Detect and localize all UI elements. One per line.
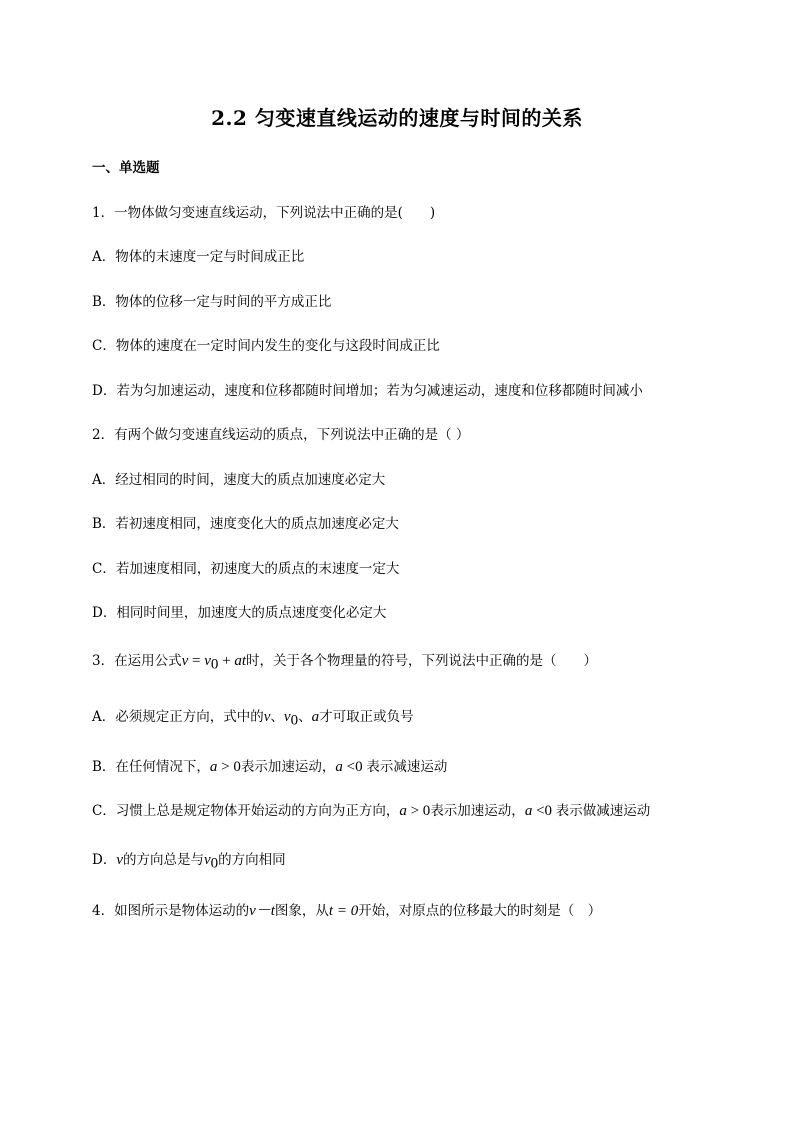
symbol-a: a — [399, 803, 407, 819]
question-3-option-d — [92, 848, 286, 873]
formula-v: v — [181, 653, 189, 669]
option-text: A．必须规定正方向，式中的 — [92, 709, 264, 725]
page-title: 2.2 匀变速直线运动的速度与时间的关系 — [211, 106, 583, 130]
separator: 、 — [298, 709, 312, 725]
symbol-a: a — [335, 759, 343, 775]
symbol-v0: v — [204, 852, 211, 868]
option-text: 表示加速运动， — [430, 803, 525, 819]
question-2-option-d: D．相同时间里，加速度大的质点速度变化必定大 — [92, 605, 387, 621]
question-2-option-a: A．经过相同的时间，速度大的质点加速度必定大 — [92, 472, 386, 488]
stem-text: 开始，对原点的位移最大的时刻是（ ） — [358, 903, 602, 919]
inequality-lt: <0 — [532, 803, 556, 819]
symbol-v: v — [116, 852, 123, 868]
option-text: C．习惯上总是规定物体开始运动的方向为正方向， — [92, 803, 400, 819]
option-text: 表示减速运动 — [366, 759, 448, 775]
symbol-sub0: 0 — [290, 712, 299, 729]
stem-text: 4．如图所示是物体运动的 — [92, 903, 250, 919]
option-text: 的方向总是与 — [123, 852, 204, 868]
formula-at: at — [234, 653, 247, 669]
stem-text: 图象，从 — [274, 903, 329, 919]
stem-text: 3．在运用公式 — [92, 653, 182, 669]
option-text: D． — [92, 852, 117, 868]
question-3-option-b — [92, 755, 447, 776]
option-text: 的方向相同 — [218, 852, 286, 868]
question-1-stem: 1．一物体做匀变速直线运动，下列说法中正确的是( ) — [92, 205, 436, 221]
question-1-option-d: D．若为匀加速运动，速度和位移都随时间增加；若为匀减速运动，速度和位移都随时间减小 — [92, 383, 643, 399]
symbol-v0: v — [283, 709, 291, 725]
question-2-option-b: B．若初速度相同，速度变化大的质点加速度必定大 — [92, 516, 399, 532]
option-text: 才可取正或负号 — [319, 709, 414, 725]
symbol-a: a — [311, 709, 320, 725]
option-text: 表示做减速运动 — [555, 803, 651, 819]
inequality-lt: <0 — [342, 759, 367, 775]
formula-v0: v — [204, 653, 211, 669]
formula-plus: + — [218, 653, 235, 669]
stem-text: 时，关于各个物理量的符号，下列说法中正确的是（ ） — [246, 653, 598, 669]
formula-eq: = — [188, 653, 205, 669]
option-text: 表示加速运动， — [240, 759, 336, 775]
symbol-sub0: 0 — [210, 855, 219, 872]
section-heading: 一、单选题 — [92, 160, 160, 176]
question-1-option-b: B．物体的位移一定与时间的平方成正比 — [92, 294, 332, 310]
symbol-t0: t = 0 — [328, 903, 359, 919]
question-1-option-c: C．物体的速度在一定时间内发生的变化与这段时间成正比 — [92, 338, 440, 354]
option-text: B．在任何情况下， — [92, 759, 210, 775]
symbol-a: a — [209, 759, 218, 775]
question-4-stem — [92, 899, 601, 920]
question-1-option-a: A．物体的末速度一定与时间成正比 — [92, 249, 305, 265]
formula-sub0: 0 — [210, 656, 219, 673]
symbol-a: a — [524, 803, 533, 819]
symbol-v: v — [263, 709, 271, 725]
question-3-option-a — [92, 705, 414, 730]
symbol-vt: v－t — [249, 903, 275, 919]
question-2-stem: 2．有两个做匀变速直线运动的质点，下列说法中正确的是（ ） — [92, 427, 470, 443]
question-3-stem — [92, 649, 597, 674]
inequality-gt: > 0 — [406, 803, 431, 819]
question-3-option-c — [92, 799, 650, 820]
separator: 、 — [270, 709, 284, 725]
inequality-gt: > 0 — [217, 759, 241, 775]
question-2-option-c: C．若加速度相同，初速度大的质点的末速度一定大 — [92, 561, 400, 577]
